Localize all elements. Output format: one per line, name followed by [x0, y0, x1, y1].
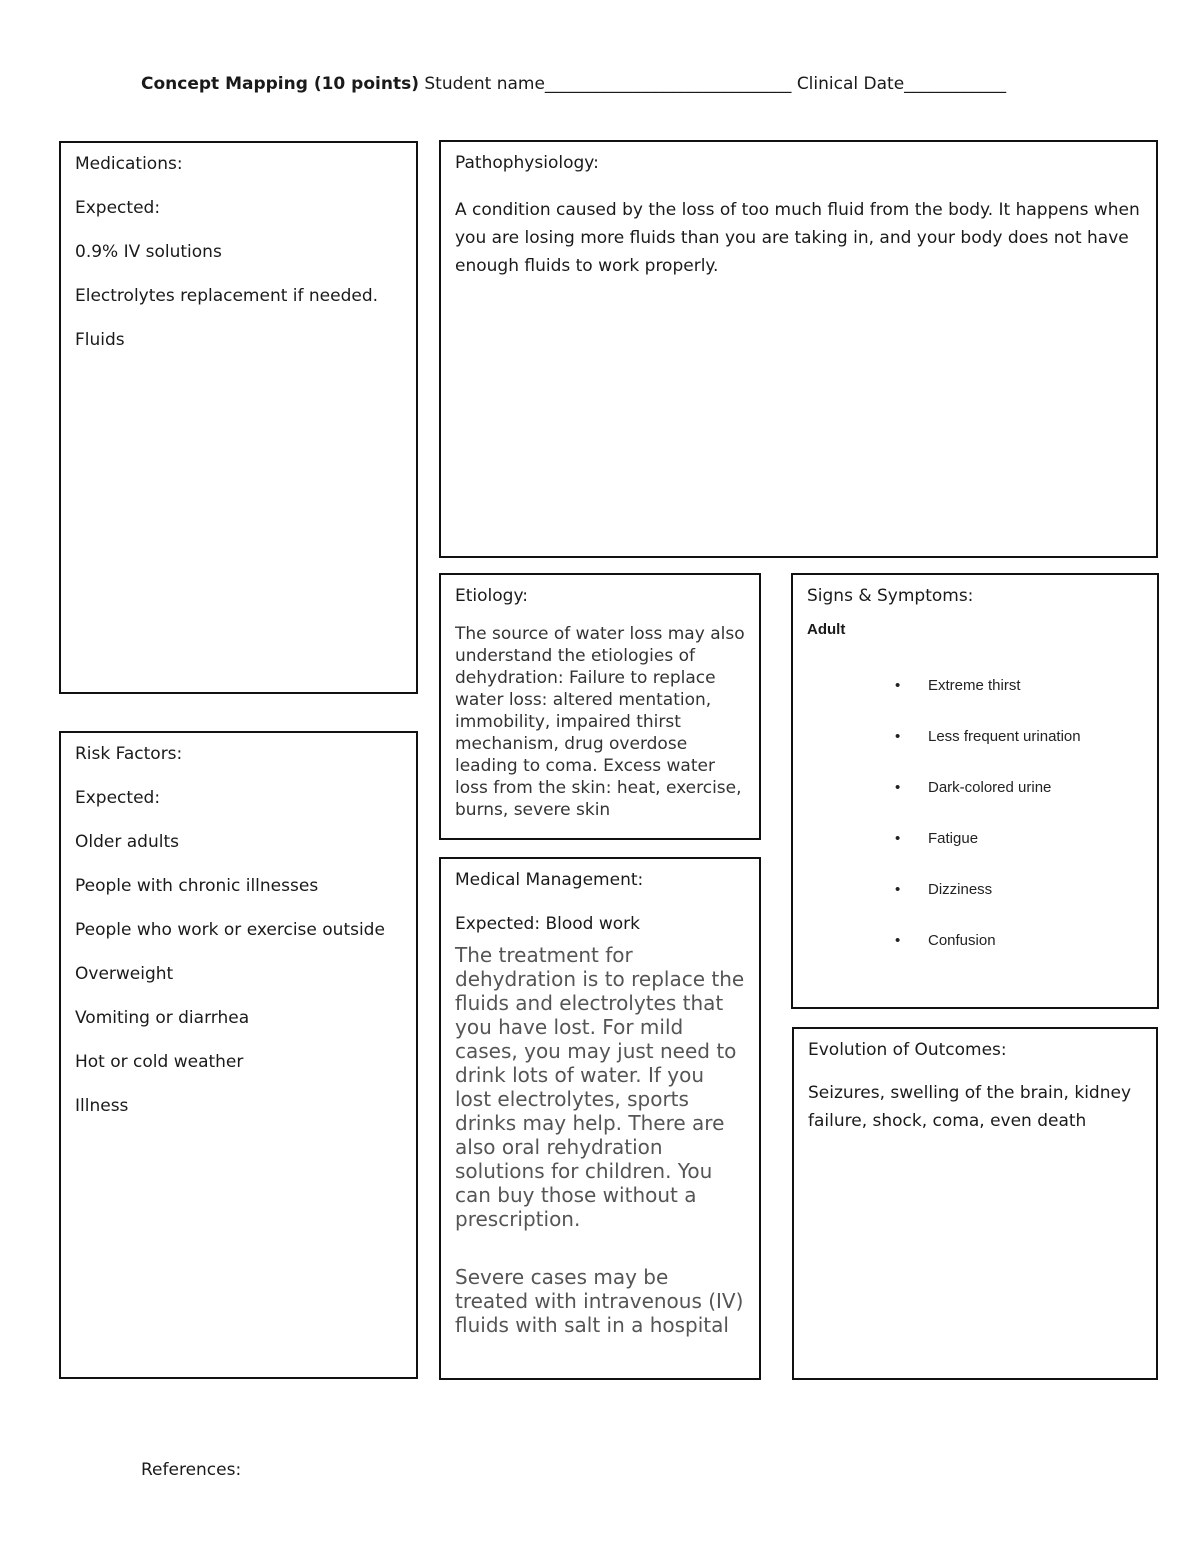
risk-factor-item: Illness [75, 1096, 129, 1116]
medical-management-expected: Expected: Blood work [455, 914, 640, 934]
etiology-text: The source of water loss may also understand the etiologies of dehydration: Failure to replace water loss: altered mentation, immobility, impaired thirst mechanism, drug overdose leading to coma. Excess water loss from the skin: heat, exercise, burns, severe skin [455, 624, 745, 820]
risk-factor-item: Vomiting or diarrhea [75, 1008, 250, 1028]
outcomes-text: Seizures, swelling of the brain, kidney failure, shock, coma, even death [808, 1083, 1132, 1131]
etiology-heading: Etiology: [455, 586, 528, 606]
outcomes-heading: Evolution of Outcomes: [808, 1040, 1007, 1060]
list-item [807, 779, 1143, 830]
risk-factor-item: Hot or cold weather [75, 1052, 244, 1072]
symptom-label: Less frequent urination [928, 728, 1081, 745]
risk-factor-item: People who work or exercise outside [75, 920, 385, 940]
symptom-label: Extreme thirst [928, 677, 1021, 694]
list-item [807, 932, 1143, 983]
signs-list [807, 677, 1143, 983]
list-item [807, 728, 1143, 779]
risk-factor-item: Overweight [75, 964, 174, 984]
outcomes-box [792, 1027, 1158, 1380]
risk-factor-item: Older adults [75, 832, 179, 852]
bullet-icon: • [895, 830, 901, 847]
risk-factor-item: People with chronic illnesses [75, 876, 319, 896]
medications-item: Fluids [75, 330, 125, 350]
symptom-label: Fatigue [928, 830, 979, 847]
symptom-label: Dizziness [928, 881, 993, 898]
risk-factor-item: Expected: [75, 788, 161, 808]
page-header [141, 74, 1006, 94]
bullet-icon: • [895, 881, 901, 898]
medical-management-paragraph: Severe cases may be treated with intravenous (IV) fluids with salt in a hospital [455, 1265, 744, 1337]
pathophysiology-box [439, 140, 1158, 558]
medical-management-paragraph: The treatment for dehydration is to replace the fluids and electrolytes that you have lost. For mild cases, you may just need to drink lots of water. If you lost electrolytes, sports drinks may help. There are also oral rehydration solutions for children. You can buy those without a prescription. [455, 943, 745, 1231]
medical-management-heading: Medical Management: [455, 870, 644, 890]
references-label: References: [141, 1460, 242, 1480]
medications-item: 0.9% IV solutions [75, 242, 222, 262]
pathophysiology-text: A condition caused by the loss of too much fluid from the body. It happens when you are losing more fluids than you are taking in, and your body does not have enough fluids to work properly. [455, 200, 1140, 276]
medical-management-box [439, 857, 761, 1380]
bullet-icon: • [895, 779, 901, 796]
symptom-label: Dark-colored urine [928, 779, 1052, 796]
clinical-date-field[interactable]: Clinical Date____________ [796, 74, 1007, 94]
etiology-box [439, 573, 761, 840]
list-item [807, 677, 1143, 728]
medications-box [59, 141, 418, 694]
document-title: Concept Mapping (10 points) [141, 74, 419, 94]
signs-group-label: Adult [807, 621, 846, 638]
medications-heading: Medications: [75, 154, 183, 174]
signs-symptoms-box [791, 573, 1159, 1009]
bullet-icon: • [895, 932, 901, 949]
student-name-field[interactable]: Student name_____________________________ [418, 74, 797, 94]
pathophysiology-heading: Pathophysiology: [455, 153, 599, 173]
signs-heading: Signs & Symptoms: [807, 586, 974, 606]
risk-factors-heading: Risk Factors: [75, 744, 183, 764]
list-item [807, 881, 1143, 932]
symptom-label: Confusion [928, 932, 996, 949]
list-item [807, 830, 1143, 881]
medications-item: Expected: [75, 198, 161, 218]
bullet-icon: • [895, 677, 901, 694]
risk-factors-box [59, 731, 418, 1379]
bullet-icon: • [895, 728, 901, 745]
medications-item: Electrolytes replacement if needed. [75, 286, 379, 306]
